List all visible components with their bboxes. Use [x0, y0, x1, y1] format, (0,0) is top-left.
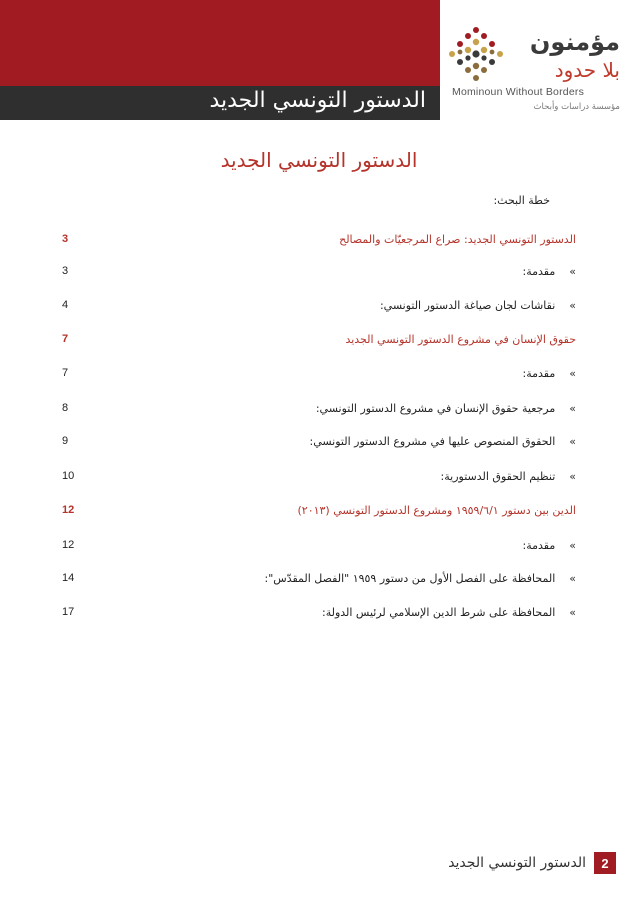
toc-row[interactable]	[62, 294, 576, 316]
toc-row[interactable]	[62, 430, 576, 452]
toc-section-title: الدستور التونسي الجديد: صراع المرجعيّات والمصالح	[339, 232, 576, 246]
toc-row[interactable]	[62, 397, 576, 419]
bullet-icon: »	[569, 469, 576, 483]
toc-row[interactable]	[62, 362, 576, 384]
toc-page-number: 10	[62, 470, 75, 482]
toc-item-title: نقاشات لجان صياغة الدستور التونسي:	[379, 298, 556, 312]
toc-page-number: 14	[62, 572, 75, 584]
toc-page-number: 3	[62, 233, 69, 245]
logo-arabic-line1: مؤمنون	[529, 28, 620, 56]
toc-page-number: 7	[62, 333, 69, 345]
toc-page-number: 7	[62, 367, 69, 379]
toc-row[interactable]	[62, 465, 576, 487]
toc-item-title: الحقوق المنصوص عليها في مشروع الدستور التونسي:	[309, 434, 556, 448]
header-title: الدستور التونسي الجديد	[209, 88, 426, 113]
footer-title: الدستور التونسي الجديد	[448, 855, 586, 871]
bullet-icon: »	[569, 571, 576, 585]
toc-row[interactable]	[62, 260, 576, 282]
toc-page-number: 17	[62, 606, 75, 618]
toc-page-number: 3	[62, 265, 69, 277]
bullet-icon: »	[569, 605, 576, 619]
bullet-icon: »	[569, 401, 576, 415]
toc-section-title: الدين بين دستور ١٩٥٩/٦/١ ومشروع الدستور التونسي (٢٠١٣)	[297, 503, 576, 517]
logo-dots-icon	[444, 22, 508, 86]
logo-subtitle: مؤسسة دراسات وأبحاث	[533, 102, 620, 112]
bullet-icon: »	[569, 264, 576, 278]
toc-item-title: مقدمة:	[522, 366, 556, 380]
page-footer	[448, 852, 616, 874]
bullet-icon: »	[569, 366, 576, 380]
toc-item-title: مرجعية حقوق الإنسان في مشروع الدستور التونسي:	[315, 401, 556, 415]
toc-page-number: 4	[62, 299, 69, 311]
toc-row[interactable]	[62, 567, 576, 589]
logo-arabic-line2: بلا حدود	[554, 58, 620, 82]
toc-item-title: المحافظة على شرط الدين الإسلامي لرئيس الدولة:	[321, 605, 556, 619]
toc-row[interactable]	[62, 534, 576, 556]
toc-item-title: تنظيم الحقوق الدستورية:	[440, 469, 556, 483]
document-title: الدستور التونسي الجديد	[220, 148, 418, 172]
logo-english: Mominoun Without Borders	[452, 86, 585, 98]
header-banner	[0, 0, 440, 86]
toc-section-title: حقوق الإنسان في مشروع الدستور التونسي الجديد	[345, 332, 576, 346]
toc-item-title: المحافظة على الفصل الأول من دستور ١٩٥٩ "الفصل المقدّس":	[264, 571, 556, 585]
toc-page-number: 9	[62, 435, 69, 447]
toc-item-title: مقدمة:	[522, 538, 556, 552]
toc-row[interactable]	[62, 601, 576, 623]
page-number-badge: 2	[594, 852, 616, 874]
toc-row[interactable]	[62, 328, 576, 350]
bullet-icon: »	[569, 538, 576, 552]
bullet-icon: »	[569, 298, 576, 312]
toc-page-number: 8	[62, 402, 69, 414]
toc-item-title: مقدمة:	[522, 264, 556, 278]
toc-page-number: 12	[62, 539, 75, 551]
bullet-icon: »	[569, 434, 576, 448]
toc-row[interactable]	[62, 228, 576, 250]
plan-label: خطة البحث:	[493, 194, 550, 207]
mominoun-logo	[444, 18, 630, 118]
toc-row[interactable]	[62, 499, 576, 521]
toc-page-number: 12	[62, 504, 75, 516]
